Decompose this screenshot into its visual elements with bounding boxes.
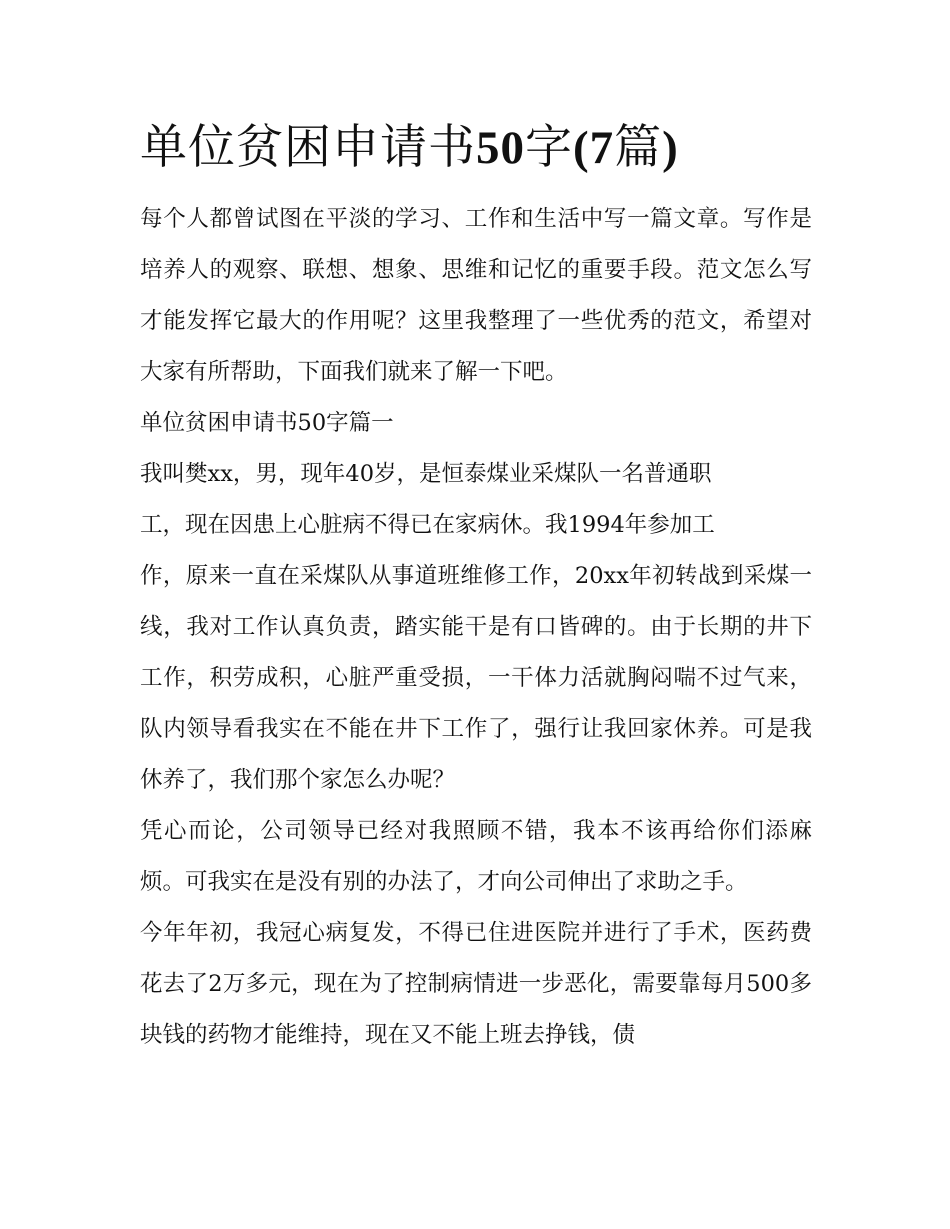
title-close-paren: ) <box>662 122 679 174</box>
body-paragraph-line-2: 工，现在因患上心脏病不得已在家病休。我1994年参加工 <box>140 512 715 538</box>
title-text-2: 字 <box>525 120 573 175</box>
body-paragraph-2: 凭心而论，公司领导已经对我照顾不错，我本不该再给你们添麻烦。可我实在是没有别的办法了，才向公司伸出了求助之手。 <box>140 818 812 895</box>
title-text-1: 单位贫困申请书 <box>140 120 476 175</box>
body-paragraph-3: 今年年初，我冠心病复发，不得已住进医院并进行了手术，医药费花去了2万多元，现在为了控制病情进一步恶化，需要靠每月500多块钱的药物才能维持，现在又不能上班去挣钱，债 <box>140 920 812 1048</box>
body-paragraph-line-1: 我叫樊xx，男，现年40岁，是恒泰煤业采煤队一名普通职 <box>140 461 712 487</box>
title-text-3: 篇 <box>614 120 663 175</box>
section-heading: 单位贫困申请书50字篇一 <box>140 410 394 436</box>
title-number: 50 <box>476 122 525 174</box>
body-paragraph-1: 作，原来一直在采煤队从事道班维修工作，20xx年初转战到采煤一线，我对工作认真负责，踏实能干是有口皆碑的。由于长期的井下工作，积劳成积，心脏严重受损，一干体力活就胸闷喘不过气来，队内领导看我实在不能在井下工作了，强行让我回家休养。可是我休养了，我们那个家怎么办呢？ <box>140 563 812 793</box>
document-body <box>140 116 812 1061</box>
intro-paragraph: 每个人都曾试图在平淡的学习、工作和生活中写一篇文章。写作是培养人的观察、联想、想象、思维和记忆的重要手段。范文怎么写才能发挥它最大的作用呢？这里我整理了一些优秀的范文，希望对大家有所帮助，下面我们就来了解一下吧。 <box>140 206 812 385</box>
title-count: (7 <box>573 122 615 174</box>
document-title <box>140 116 812 180</box>
